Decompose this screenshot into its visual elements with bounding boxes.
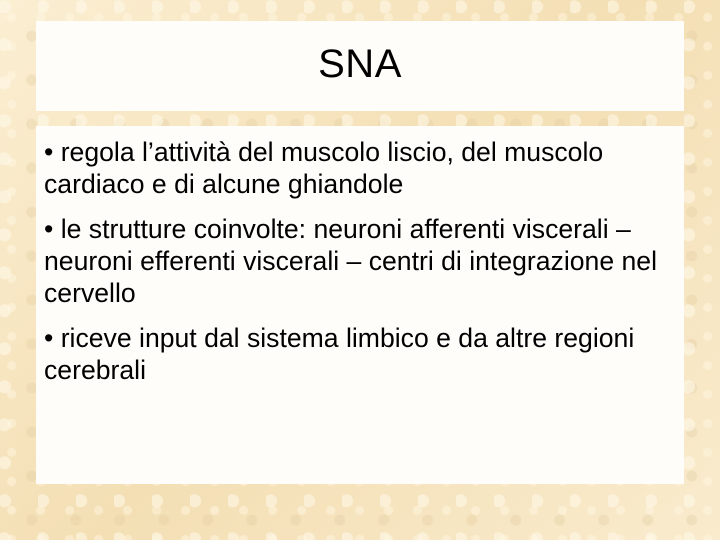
content-panel — [36, 126, 684, 484]
bullet-text: riceve input dal sistema limbico e da altre regioni cerebrali — [44, 323, 635, 385]
bullet-marker: • — [44, 214, 61, 244]
slide-title: SNA — [318, 41, 402, 86]
bullet-item — [44, 213, 668, 309]
bullet-text: regola l’attività del muscolo liscio, del muscolo cardiaco e di alcune ghiandole — [44, 137, 604, 199]
bullet-item — [44, 136, 668, 200]
bullet-marker: • — [44, 323, 61, 353]
bullet-marker: • — [44, 137, 61, 167]
bullet-item — [44, 322, 668, 386]
title-panel — [36, 21, 684, 111]
bullet-list — [36, 126, 684, 386]
bullet-text: le strutture coinvolte: neuroni afferenti viscerali – neuroni efferenti viscerali – centri di integrazione nel cervello — [44, 214, 657, 308]
